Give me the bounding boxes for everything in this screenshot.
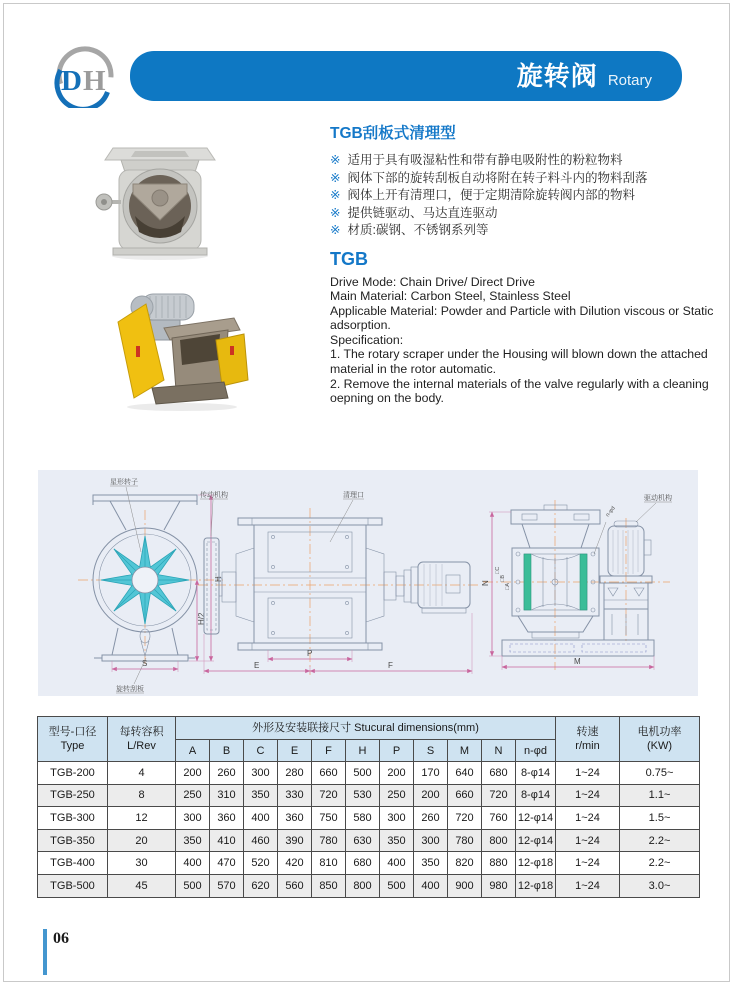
en-spec-line: Specification: bbox=[330, 332, 404, 347]
dim-E: E bbox=[254, 661, 260, 670]
zh-bullet bbox=[330, 187, 714, 205]
table-cell: 660 bbox=[448, 784, 482, 807]
table-cell: 300 bbox=[414, 829, 448, 852]
dim-col-header: A bbox=[176, 740, 210, 762]
table-cell: 30 bbox=[108, 852, 176, 875]
table-cell: TGB-350 bbox=[38, 829, 108, 852]
table-cell: 170 bbox=[414, 762, 448, 785]
scraper-label: 旋转刮板 bbox=[116, 686, 144, 693]
dim-boxB: □B bbox=[500, 575, 506, 582]
dim-col-header: P bbox=[380, 740, 414, 762]
product-photo-valve-motor bbox=[112, 288, 252, 413]
table-cell: 2.2~ bbox=[620, 852, 700, 875]
table-cell: 310 bbox=[210, 784, 244, 807]
table-cell: 410 bbox=[210, 829, 244, 852]
table-cell: 350 bbox=[380, 829, 414, 852]
table-cell: 0.75~ bbox=[620, 762, 700, 785]
table-row bbox=[38, 874, 700, 897]
table-cell: 8 bbox=[108, 784, 176, 807]
table-cell: 300 bbox=[176, 807, 210, 830]
bullet-marker: ※ bbox=[330, 153, 341, 167]
table-cell: 630 bbox=[346, 829, 380, 852]
col-header-type-zh: 型号-口径 bbox=[48, 726, 97, 738]
zh-bullet bbox=[330, 170, 714, 188]
table-cell: 12-φ14 bbox=[516, 829, 556, 852]
table-cell: 400 bbox=[244, 807, 278, 830]
table-cell: 12-φ14 bbox=[516, 807, 556, 830]
bullet-text: 提供链驱动、马达直连驱动 bbox=[347, 205, 498, 220]
table-cell: 660 bbox=[312, 762, 346, 785]
dim-P: P bbox=[307, 649, 313, 658]
table-cell: 680 bbox=[346, 852, 380, 875]
dim-M: M bbox=[574, 657, 581, 666]
table-cell: 200 bbox=[414, 784, 448, 807]
table-cell: 520 bbox=[244, 852, 278, 875]
col-header-type-en: Type bbox=[60, 740, 85, 752]
col-header-speed-zh: 转速 bbox=[576, 726, 599, 738]
table-cell: 810 bbox=[312, 852, 346, 875]
bullet-marker: ※ bbox=[330, 223, 341, 237]
clean-port-label: 清理口 bbox=[343, 492, 364, 499]
table-cell: 360 bbox=[210, 807, 244, 830]
col-header-speed bbox=[556, 717, 620, 762]
zh-bullet bbox=[330, 222, 714, 240]
motor-label: 驱动机构 bbox=[644, 495, 672, 502]
spec-table-wrap bbox=[37, 716, 699, 898]
table-cell: TGB-500 bbox=[38, 874, 108, 897]
table-cell: 250 bbox=[176, 784, 210, 807]
table-cell: 390 bbox=[278, 829, 312, 852]
col-header-volume-zh: 每转容积 bbox=[119, 726, 164, 738]
table-cell: 360 bbox=[278, 807, 312, 830]
en-spec-line: Applicable Material: Powder and Particle with Dilution viscous or Static adsorption. bbox=[330, 303, 714, 333]
table-cell: 45 bbox=[108, 874, 176, 897]
en-section-title: TGB bbox=[330, 248, 368, 269]
col-header-power-zh: 电机功率 bbox=[637, 726, 682, 738]
table-cell: 420 bbox=[278, 852, 312, 875]
dim-col-header: n-φd bbox=[516, 740, 556, 762]
table-cell: 4 bbox=[108, 762, 176, 785]
table-row bbox=[38, 852, 700, 875]
table-cell: 720 bbox=[448, 807, 482, 830]
table-row bbox=[38, 784, 700, 807]
table-cell: 1~24 bbox=[556, 784, 620, 807]
table-cell: 560 bbox=[278, 874, 312, 897]
rotor-seal-bar bbox=[524, 554, 531, 610]
table-cell: 800 bbox=[482, 829, 516, 852]
logo-letter-h: H bbox=[83, 65, 106, 97]
table-cell: 12-φ18 bbox=[516, 852, 556, 875]
en-spec-line: Drive Mode: Chain Drive/ Direct Drive bbox=[330, 274, 536, 289]
table-cell: 780 bbox=[312, 829, 346, 852]
drawing-side-view bbox=[198, 490, 478, 675]
table-cell: 1~24 bbox=[556, 852, 620, 875]
table-cell: 500 bbox=[346, 762, 380, 785]
table-cell: 980 bbox=[482, 874, 516, 897]
table-cell: 350 bbox=[414, 852, 448, 875]
dim-col-header: N bbox=[482, 740, 516, 762]
en-spec-line: 1. The rotary scraper under the Housing will blown down the attached material in the rotor automatic. bbox=[330, 347, 708, 377]
table-row bbox=[38, 807, 700, 830]
table-cell: 1~24 bbox=[556, 874, 620, 897]
table-cell: TGB-200 bbox=[38, 762, 108, 785]
table-cell: 200 bbox=[380, 762, 414, 785]
bullet-text: 适用于具有吸湿粘性和带有静电吸附性的粉粒物料 bbox=[347, 153, 623, 167]
table-cell: 800 bbox=[346, 874, 380, 897]
drawing-panel bbox=[38, 470, 698, 696]
table-cell: 720 bbox=[312, 784, 346, 807]
logo-letter-d: D bbox=[61, 65, 82, 97]
table-cell: 400 bbox=[176, 852, 210, 875]
table-cell: 720 bbox=[482, 784, 516, 807]
table-cell: TGB-400 bbox=[38, 852, 108, 875]
dim-bolt-circle: n-φd bbox=[604, 505, 617, 519]
technical-drawing bbox=[38, 470, 698, 696]
spec-table-body bbox=[38, 762, 700, 898]
table-cell: 260 bbox=[414, 807, 448, 830]
col-header-speed-en: r/min bbox=[575, 740, 600, 752]
table-row bbox=[38, 829, 700, 852]
table-cell: 300 bbox=[244, 762, 278, 785]
dim-H2: H/2 bbox=[197, 612, 206, 625]
col-header-dimensions: 外形及安装联接尺寸 Stucural dimensions(mm) bbox=[176, 717, 556, 740]
dim-H: H bbox=[214, 576, 223, 582]
table-cell: 880 bbox=[482, 852, 516, 875]
bullet-marker: ※ bbox=[330, 188, 341, 202]
table-cell: 12 bbox=[108, 807, 176, 830]
table-cell: 1~24 bbox=[556, 762, 620, 785]
table-cell: TGB-250 bbox=[38, 784, 108, 807]
dim-S: S bbox=[142, 659, 148, 668]
table-cell: 850 bbox=[312, 874, 346, 897]
table-cell: 330 bbox=[278, 784, 312, 807]
side-motor bbox=[418, 562, 470, 608]
table-cell: 470 bbox=[210, 852, 244, 875]
table-cell: 760 bbox=[482, 807, 516, 830]
table-cell: 300 bbox=[380, 807, 414, 830]
bullet-marker: ※ bbox=[330, 205, 341, 220]
table-cell: 1~24 bbox=[556, 807, 620, 830]
table-cell: 2.2~ bbox=[620, 829, 700, 852]
dim-col-header: F bbox=[312, 740, 346, 762]
en-spec-line: 2. Remove the internal materials of the valve regularly with a cleaning oepning on the body. bbox=[330, 376, 709, 406]
table-cell: 640 bbox=[448, 762, 482, 785]
section-banner bbox=[130, 51, 682, 101]
table-cell: 250 bbox=[380, 784, 414, 807]
table-cell: 580 bbox=[346, 807, 380, 830]
table-cell: 1.5~ bbox=[620, 807, 700, 830]
zh-bullet bbox=[330, 152, 714, 170]
spec-table bbox=[37, 716, 700, 898]
table-cell: 570 bbox=[210, 874, 244, 897]
product-photo-valve bbox=[95, 142, 225, 262]
bullet-text: 材质:碳钢、不锈钢系列等 bbox=[347, 223, 489, 237]
table-cell: 260 bbox=[210, 762, 244, 785]
table-cell: 500 bbox=[176, 874, 210, 897]
dim-N: N bbox=[481, 580, 490, 586]
table-cell: 400 bbox=[414, 874, 448, 897]
table-cell: 620 bbox=[244, 874, 278, 897]
table-row bbox=[38, 762, 700, 785]
footer-accent-bar bbox=[43, 929, 47, 975]
drawing-motor-view bbox=[481, 493, 672, 670]
table-cell: 500 bbox=[380, 874, 414, 897]
table-cell: 3.0~ bbox=[620, 874, 700, 897]
table-cell: 460 bbox=[244, 829, 278, 852]
dim-col-header: C bbox=[244, 740, 278, 762]
dim-F: F bbox=[388, 661, 393, 670]
dim-boxA: □A bbox=[505, 583, 511, 590]
table-cell: 200 bbox=[176, 762, 210, 785]
col-header-power-en: (KW) bbox=[647, 740, 673, 752]
banner-title-zh: 旋转阀 bbox=[516, 61, 598, 91]
table-cell: 820 bbox=[448, 852, 482, 875]
dh-logo bbox=[52, 46, 118, 108]
table-cell: 8-φ14 bbox=[516, 784, 556, 807]
dim-col-header: E bbox=[278, 740, 312, 762]
dim-col-header: S bbox=[414, 740, 448, 762]
chain-guard bbox=[204, 538, 219, 634]
rotor-seal-bar bbox=[580, 554, 587, 610]
col-header-volume-en: L/Rev bbox=[127, 740, 156, 752]
table-cell: TGB-300 bbox=[38, 807, 108, 830]
table-cell: 400 bbox=[380, 852, 414, 875]
table-cell: 750 bbox=[312, 807, 346, 830]
table-cell: 530 bbox=[346, 784, 380, 807]
table-cell: 900 bbox=[448, 874, 482, 897]
bullet-marker: ※ bbox=[330, 170, 341, 185]
table-cell: 1.1~ bbox=[620, 784, 700, 807]
zh-bullet bbox=[330, 205, 714, 223]
dim-col-header: M bbox=[448, 740, 482, 762]
en-spec-line: Main Material: Carbon Steel, Stainless Steel bbox=[330, 289, 571, 304]
table-cell: 8-φ14 bbox=[516, 762, 556, 785]
intro-section bbox=[330, 121, 714, 406]
table-cell: 780 bbox=[448, 829, 482, 852]
table-cell: 20 bbox=[108, 829, 176, 852]
zh-section-title: TGB刮板式清理型 bbox=[330, 125, 456, 142]
drive-label: 传动机构 bbox=[200, 492, 228, 499]
rotor-label: 星形转子 bbox=[110, 479, 138, 486]
dim-boxC: □C bbox=[495, 566, 501, 574]
col-header-power bbox=[620, 717, 700, 762]
bullet-text: 阀体下部的旋转刮板自动将附在转子料斗内的物料刮落 bbox=[347, 170, 648, 185]
col-header-type bbox=[38, 717, 108, 762]
table-cell: 280 bbox=[278, 762, 312, 785]
page-number: 06 bbox=[53, 930, 69, 947]
table-cell: 1~24 bbox=[556, 829, 620, 852]
dim-col-header: B bbox=[210, 740, 244, 762]
table-cell: 350 bbox=[244, 784, 278, 807]
dim-col-header: H bbox=[346, 740, 380, 762]
bullet-text: 阀体上开有清理口，便于定期清除旋转阀内部的物料 bbox=[347, 188, 635, 202]
table-cell: 12-φ18 bbox=[516, 874, 556, 897]
col-header-volume bbox=[108, 717, 176, 762]
table-cell: 350 bbox=[176, 829, 210, 852]
banner-title-en: Rotary bbox=[607, 72, 652, 89]
table-cell: 680 bbox=[482, 762, 516, 785]
